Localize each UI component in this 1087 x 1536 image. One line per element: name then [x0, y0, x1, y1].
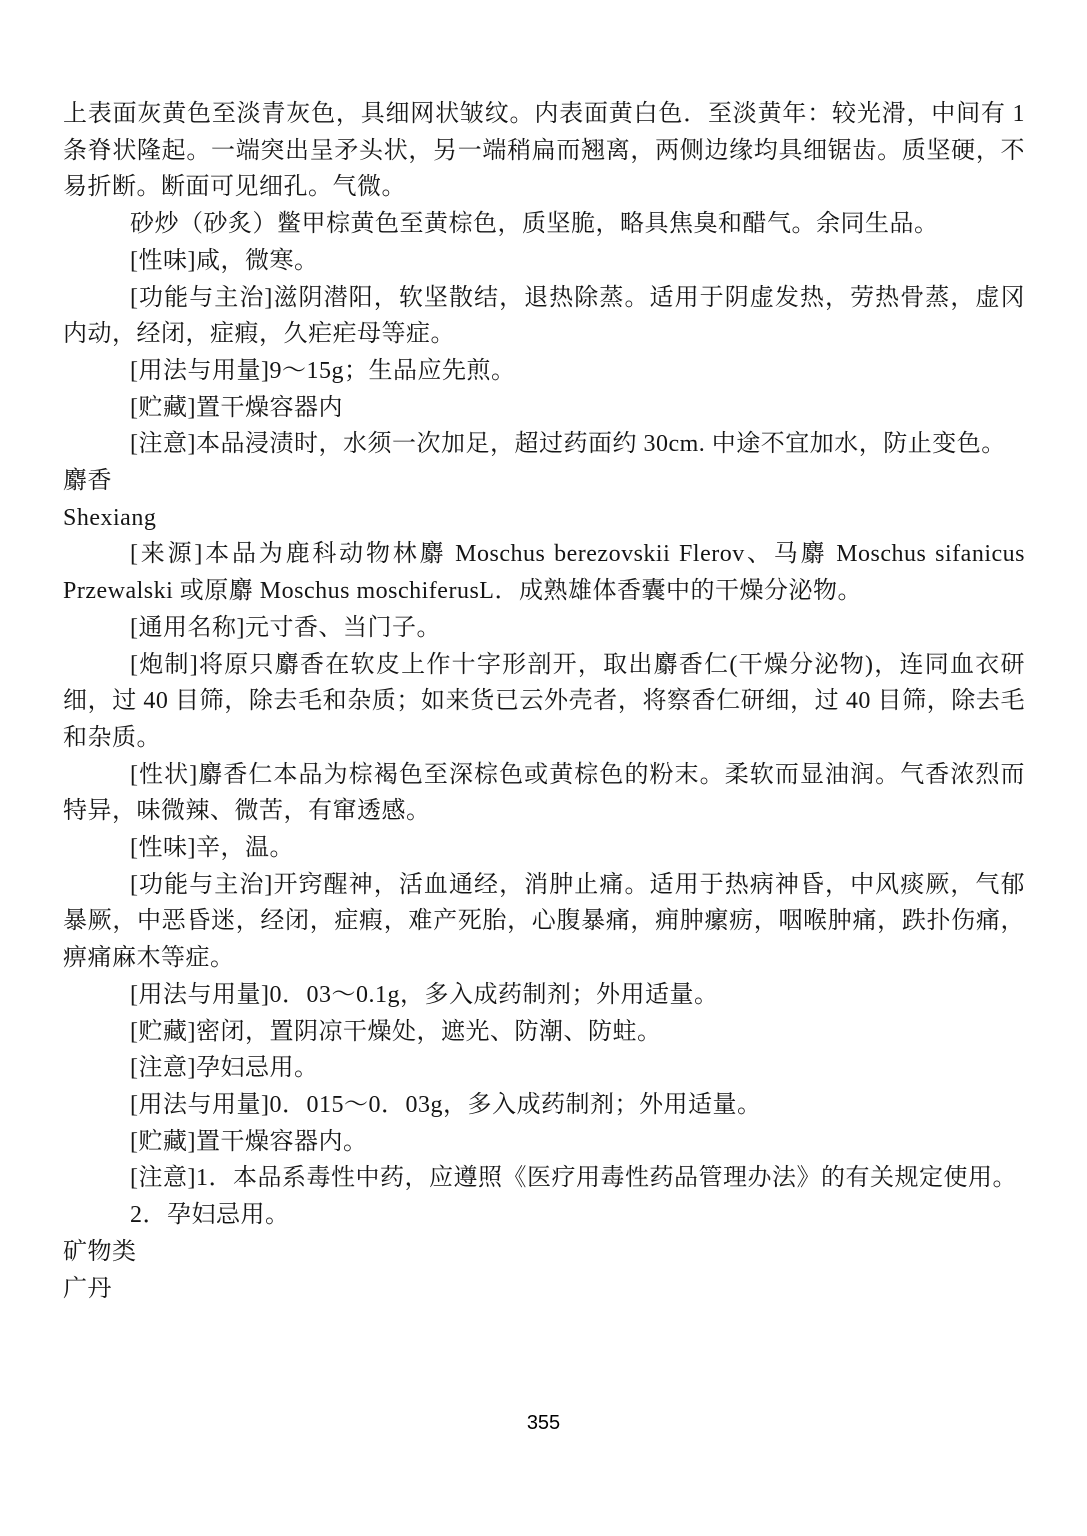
para-shexiang-storage-2: [贮藏]置干燥容器内。 — [130, 1128, 368, 1155]
heading-minerals-section: 矿物类 — [63, 1238, 137, 1265]
para-biejia-dosage: [用法与用量]9～15g；生品应先煎。 — [130, 357, 516, 384]
para-biejia-sand-fried: 砂炒（砂炙）鳖甲棕黄色至黄棕色，质坚脆，略具焦臭和醋气。余同生品。 — [130, 211, 939, 238]
para-shexiang-dosage-2: [用法与用量]0．015～0．03g，多入成药制剂；外用适量。 — [130, 1091, 762, 1118]
para-shexiang-caution-1: [注意]孕妇忌用。 — [130, 1055, 319, 1082]
para-shexiang-caution-2b: 2．孕妇忌用。 — [130, 1202, 290, 1229]
para-shexiang-storage-1: [贮藏]密闭，置阴凉干燥处，遮光、防潮、防蛀。 — [130, 1018, 662, 1045]
page-number: 355 — [526, 1412, 561, 1434]
para-shexiang-properties: [性状]麝香仁本品为棕褐色至深棕色或黄棕色的粉末。柔软而显油润。气香浓烈而特异，味微辣、微苦，有窜透感。 — [63, 761, 1025, 825]
para-biejia-surface-description: 上表面灰黄色至淡青灰色，具细网状皱纹。内表面黄白色．至淡黄年：较光滑，中间有 1 条脊状隆起。一端突出呈矛头状，另一端稍扁而翘离，两侧边缘均具细锯齿。质坚硬，不易折断。断面可见细孔。气微。 — [63, 101, 1025, 201]
para-biejia-functions: [功能与主治]滋阴潜阳，软坚散结，退热除蒸。适用于阴虚发热，劳热骨蒸，虚冈内动，经闭，症瘕，久疟疟母等症。 — [63, 284, 1025, 348]
heading-shexiang-pinyin: Shexiang — [63, 504, 157, 531]
para-biejia-taste: [性味]咸，微寒。 — [130, 247, 319, 274]
para-shexiang-caution-2: [注意]1．本品系毒性中药，应遵照《医疗用毒性药品管理办法》的有关规定使用。 — [130, 1165, 1017, 1192]
para-shexiang-source: [来源]本品为鹿科动物林麝 Moschus berezovskii Flerov、马麝 Moschus sifanicus Przewalski 或原麝 Moschus moschiferusL．成熟雄体香囊中的干燥分泌物。 — [63, 541, 1025, 605]
heading-shexiang-cn: 麝香 — [63, 468, 112, 495]
para-shexiang-common-names: [通用名称]元寸香、当门子。 — [130, 614, 441, 641]
para-shexiang-processing: [炮制]将原只麝香在软皮上作十字形剖开，取出麝香仁(干燥分泌物)，连同血衣研细，过 40 目筛，除去毛和杂质；如来货已云外壳者，将察香仁研细，过 40 目筛，除去毛和杂质。 — [63, 651, 1025, 751]
para-biejia-storage: [贮藏]置干燥容器内 — [130, 394, 343, 421]
para-shexiang-functions: [功能与主治]开窍醒神，活血通经，消肿止痛。适用于热病神昏，中风痰厥，气郁暴厥，中恶昏迷，经闭，症瘕，难产死胎，心腹暴痛，痈肿瘰疬，咽喉肿痛，跌扑伤痛，痹痛麻木等症。 — [63, 871, 1025, 972]
heading-guangdan: 广丹 — [63, 1275, 112, 1302]
page-body-text — [63, 96, 1025, 1307]
para-biejia-caution: [注意]本品浸渍时，水须一次加足，超过药面约 30cm. 中途不宜加水，防止变色。 — [130, 431, 1006, 458]
para-shexiang-taste: [性味]辛，温。 — [130, 835, 294, 862]
para-shexiang-dosage-1: [用法与用量]0．03～0.1g，多入成药制剂；外用适量。 — [130, 981, 719, 1008]
